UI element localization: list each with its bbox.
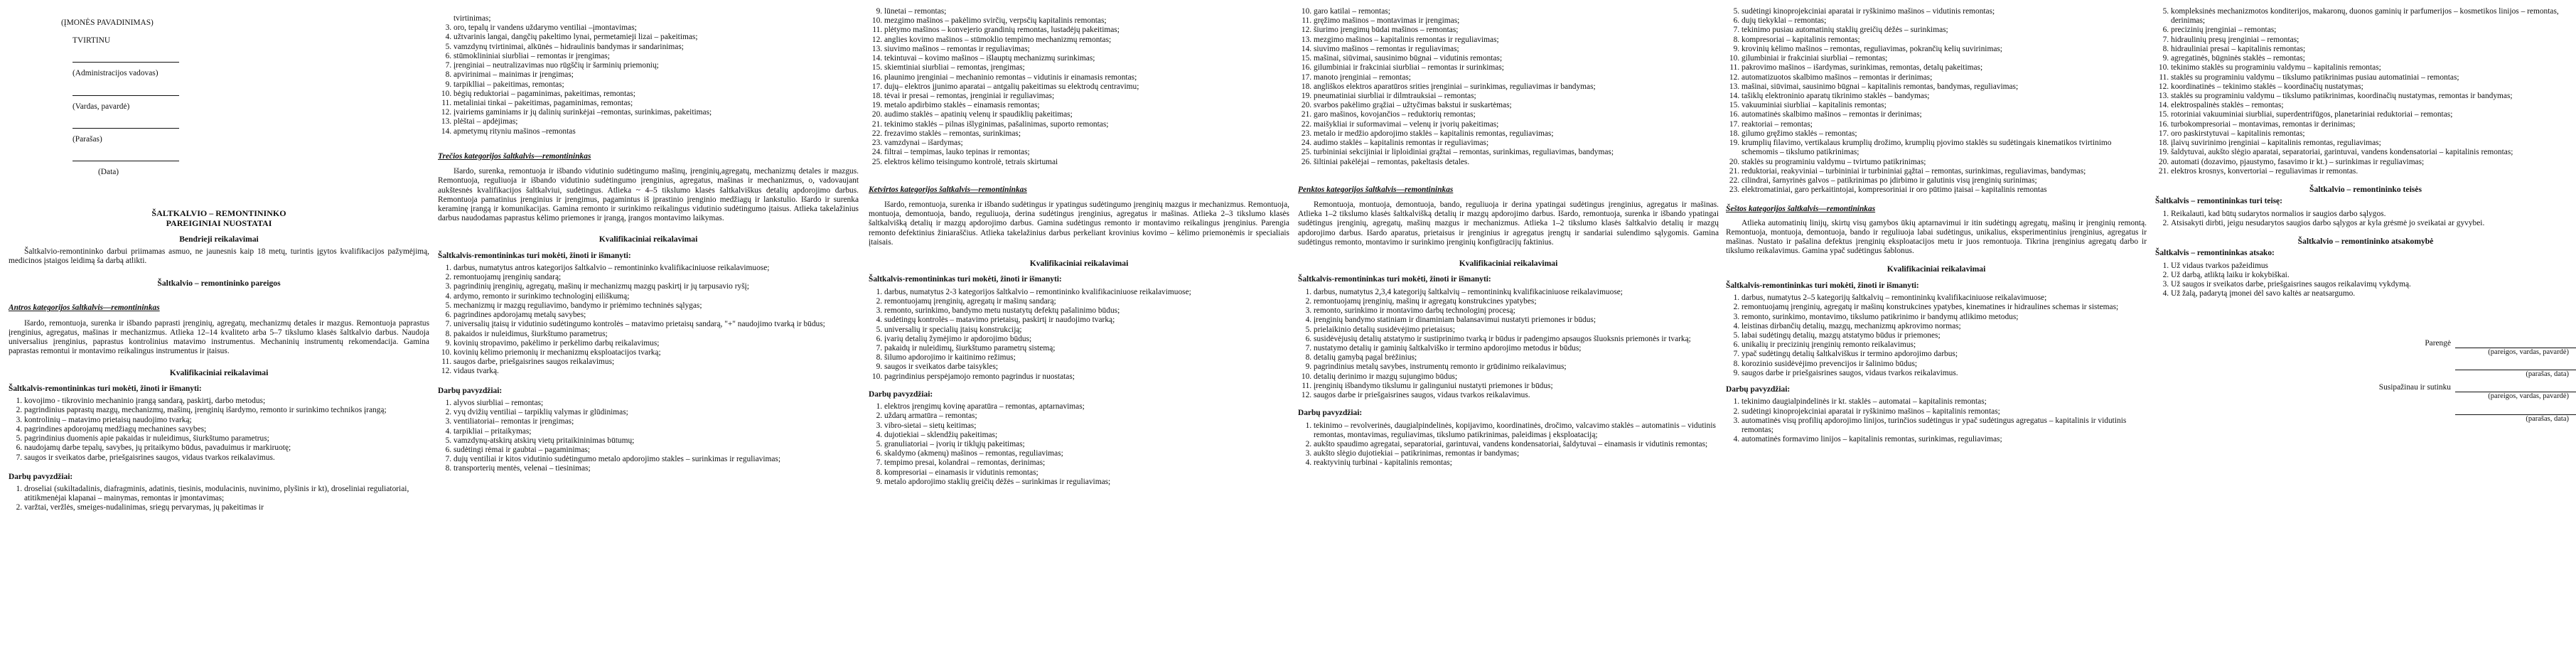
list-item: 15. rotoriniai vakuuminiai siurbliai, superdentrifūgos, planetariniai reduktoriai – remontas; xyxy=(2171,110,2576,119)
list-item: 4. sudėtingų kontrolės – matavimo prietaisų, paskirtį ir naudojimo tvarką; xyxy=(884,316,1289,325)
list-item: 3. vibro-sietai – sietų keitimas; xyxy=(884,421,1289,431)
category-heading: Ketvirtos kategorijos šaltkalvis—remontininkas xyxy=(869,185,1027,194)
category-heading: Trečios kategorijos šaltkalvis—remontininkas xyxy=(438,151,591,161)
list-item: 11. plėtymo mašinos – konvejerio grandinių remontas, lustadėjų pakeitimas; xyxy=(884,26,1289,35)
list-item: 4. reaktyvinių turbinai - kapitalinis remontas; xyxy=(1314,458,1719,468)
prepared-by-label: Parengė xyxy=(2425,338,2451,348)
list-item: 10. detalių derinimo ir mazgų sujungimo būdus; xyxy=(1314,372,1719,382)
signature-row xyxy=(2155,406,2576,415)
page-3 xyxy=(866,0,1292,651)
signature-block xyxy=(2155,339,2576,424)
list-item: 3. Už saugos ir sveikatos darbe, priešgaisrines saugos reikalavimų vykdymą. xyxy=(2171,280,2576,289)
list-item: 4. pagrindines apdorojamų medžiagų mechanines savybes; xyxy=(24,425,429,434)
list-item: 2. varžtai, veržlės, smeiges-nudalinimas, sriegų pervarymas, jų pakeitimas ir xyxy=(24,503,429,512)
signature-line xyxy=(2455,361,2576,370)
list-item: 8. detalių gamybą pagal brėžinius; xyxy=(1314,353,1719,362)
signature-caption: (pareigos, vardas, pavardė) xyxy=(2488,348,2569,356)
list-item: 22. maišykliai ir suformavimai – velenų ir įvorių pakeitimas; xyxy=(1314,120,1719,129)
list-item: 2. uždarų armatūra – remontas; xyxy=(884,411,1289,421)
acknowledged-label: Susipažinau ir sutinku xyxy=(2378,383,2451,392)
section-heading: Kvalifikaciniai reikalavimai xyxy=(1029,259,1129,269)
list-heading: Darbų pavyzdžiai: xyxy=(869,389,933,399)
paragraph: Atlieka automatinių linijų, skirtų visų gamybos ūkių aptarnavimui ir itin sudėtingų agregatų, mašinų ir įrenginių remontą. Remontuoja, montuoja, demontuoja, bando ir reguliuoja labai sudėtingus, unikalius, eksperimentinius įrenginius, agregatus ir mašinas. Nustato ir pašalina defektus įrenginių eksploatacijos metu ir juos remontuoja. Tikrina įrenginius agregatų darbo ir tikslumo reikalavimus. Gamina ypač sudėtingus šablonus. xyxy=(1726,218,2147,256)
page-4 xyxy=(1295,0,1722,651)
list-item: 18. įlaivų suvirinimo įrenginiai – kapitalinis remontas, reguliavimas; xyxy=(2171,139,2576,148)
list-item: 14. elektrospalinės staklės – remontas; xyxy=(2171,101,2576,110)
list-item: 9. krovinių kėlimo mašinos – remontas, reguliavimas, pokrančių kelių suvirinimas; xyxy=(1742,45,2147,54)
list-item: 4. tarpikliai – pritaikymas; xyxy=(454,427,859,436)
approver-position: (Administracijos vadovas) xyxy=(73,69,159,78)
list-item: 1. darbus, numatytus 2,3,4 kategorijų šaltkalvių – remontininkų kvalifikaciniuose reikalavimuose; xyxy=(1314,288,1719,297)
category-heading: Antros kategorijos šaltkalvis—remontininkas xyxy=(9,303,160,313)
list-heading: Darbų pavyzdžiai: xyxy=(1726,385,1791,394)
paragraph: Šaltkalvio-remontininko darbui priimamas asmuo, ne jaunesnis kaip 18 metų, turintis įgytos kvalifikacijos pažymėjimą, medicinos įstaigos leidimą ša darbą atlikti. xyxy=(9,247,429,265)
signature-caption: (parašas, data) xyxy=(2526,370,2569,378)
category-heading: Šeštos kategorijos šaltkalvis—remontininkas xyxy=(1726,205,1876,214)
list-item: 20. audimo staklės – apatinių velenų ir spaudiklių pakeitimas; xyxy=(884,110,1289,119)
list-item: 20. svarbos pakėlimo grąžiai – užtyčimas bakstui ir suskartėmas; xyxy=(1314,101,1719,110)
list-item: 1. elektros įrengimų kovinę aparatūra – remontas, aptarnavimas; xyxy=(884,402,1289,411)
signature-caption: (pareigos, vardas, pavardė) xyxy=(2488,392,2569,401)
list-item: 5. universalių ir specialių įtaisų konstrukciją; xyxy=(884,326,1289,335)
section-heading: Kvalifikaciniai reikalavimai xyxy=(1459,259,1558,269)
list-item: 6. precizinių įrenginiai – remontas; xyxy=(2171,26,2576,35)
list-heading: Šaltkalvis – remontininkas turi teisę: xyxy=(2155,197,2282,206)
list-item: 2. Atsisakyti dirbti, jeigu nesudarytos saugios darbo sąlygos ar kyla grėsmė jo sveikatai ar gyvybei. xyxy=(2171,219,2576,228)
list-item: 7. dujų ventiliai ir kitos vidutinio sudėtingumo metalo apdorojimo stakles – surinkimas ir reguliavimas; xyxy=(454,455,859,464)
approver-name: (Vardas, pavardė) xyxy=(73,102,130,111)
list-item: 8. kompresoriai – kapitalinis remontas; xyxy=(1742,36,2147,45)
approved-label: TVIRTINU xyxy=(73,36,111,45)
list-heading: Šaltkalvis-remontininkas turi mokėti, žinoti ir išmanyti: xyxy=(438,251,631,260)
list-item: 6. stūmoklininiai siurbliai – remontas ir įrengimas; xyxy=(454,52,859,61)
page-2 xyxy=(435,0,862,651)
list-item: 9. saugos ir sveikatos darbe taisykles; xyxy=(884,362,1289,372)
list-item: 5. pagrindinius duomenis apie pakaidas ir nuleidimus, šiurkštumo parametrus; xyxy=(24,434,429,443)
signature-line xyxy=(2455,406,2576,415)
form-line xyxy=(73,85,179,96)
form-line xyxy=(73,52,179,63)
list-item: 8. kompresoriai – einamasis ir vidutinis remontas; xyxy=(884,468,1289,478)
list-item: 11. pakrovimo mašinos – išardymas, surinkimas, remontas, detalų pakeitimas; xyxy=(1742,63,2147,72)
list-item: 1. darbus, numatytus 2-3 kategorijos šaltkalvio – remontininko kvalifikaciniuose reikalavimuose; xyxy=(884,288,1289,297)
list-item: 10. gilumbiniai ir frakciniai siurbliai – remontas; xyxy=(1742,54,2147,63)
list-item: 10. kovinių kėlimo priemonių ir mechanizmų eksploatacijos tvarką; xyxy=(454,348,859,357)
list-item: 5. kompleksinės mechanizmotos konditerijos, makaronų, duonos gaminių ir parfumerijos – kosmetikos linijos – remontas, derinimas; xyxy=(2171,7,2576,26)
list-item: 11. saugos darbe, priešgaisrines saugos reikalavimus; xyxy=(454,357,859,367)
list-item: 11. metaliniai tinkai – pakeitimas, pagaminimas, remontas; xyxy=(454,99,859,108)
doc-title-line-1: ŠALTKALVIO – REMONTININKO xyxy=(151,208,286,219)
section-heading: Kvalifikaciniai reikalavimai xyxy=(169,367,269,377)
list-item: 16. plaunimo įrenginiai – mechaninio remontas – vidutinis ir einamasis remontas; xyxy=(884,73,1289,82)
list-item: 12. vidaus tvarką. xyxy=(454,367,859,376)
acknowledged-row xyxy=(2155,383,2576,392)
list-item: 14. tašiklų elektroninio aparatų tikrinimo staklės – bandymas; xyxy=(1742,92,2147,101)
list-item: 14. tekintuvai – kovimo mašinos – išlauptų mechanizmų surinkimas; xyxy=(884,54,1289,63)
list-item: 2. remontuojamų įrenginių, agregatų ir mašinų sandarą; xyxy=(884,297,1289,306)
list-item: 6. įvarių detalių žymėjimo ir apdorojimo būdus; xyxy=(884,335,1289,344)
list-item: 15. mašinai, siūvimai, sausinimo būgnai – vidutinis remontas; xyxy=(1314,54,1719,63)
work-examples-list xyxy=(869,402,1289,487)
list-item: 25. turbininiai sekcijiniai ir liploidiniai grąžtai – remontas, surinkimas, reguliavimas, bandymas; xyxy=(1314,148,1719,157)
work-examples-list xyxy=(438,23,859,136)
list-item: 2. remontuojamų įrenginių, agregatų ir mašinų konstrukcines ypatybes, kinematines ir hidraulines schemas ir sistemas; xyxy=(1742,303,2147,312)
list-item: 8. transporterių mentės, velenai – tiesinimas; xyxy=(454,464,859,473)
list-item: 5. prielaikinio detalių susidėvėjimo prietaisus; xyxy=(1314,326,1719,335)
list-item: 12. įvairiems gaminiams ir jų dalinių surinkėjai –remontas, surinkimas, pakeitimas; xyxy=(454,108,859,117)
list-item: 7. įrenginiai – neutralizavimas nuo rūgščių ir šarminių priemonių; xyxy=(454,61,859,70)
prepared-by-row xyxy=(2155,339,2576,348)
list-item: 19. metalo apdirbimo staklės – einamasis remontas; xyxy=(884,101,1289,110)
list-item: 5. vamzdynų-atskirų atskirų vietų pritaikininimas būtumų; xyxy=(454,436,859,446)
list-item: 1. droseliai (sukiltadalinis, diafragminis, adatinis, tiesinis, modulacinis, nuvinimo, plyšinis ir kt), droseliniai reguliatoriai, atitikmenėjai klapanai – mainymas, remontas ir įmontavimas; xyxy=(24,485,429,503)
company-name: (ĮMONĖS PAVADINIMAS) xyxy=(61,18,154,27)
section-heading: Kvalifikaciniai reikalavimai xyxy=(1887,264,1986,274)
list-item: 9. kovinių stropavimo, pakėlimo ir perkėlimo darbų reikalavimus; xyxy=(454,339,859,348)
list-item: 3. remonto, surinkimo, montavimo, tikslumo patikrinimo ir bandymų atlikimo metodus; xyxy=(1742,313,2147,322)
work-examples-list xyxy=(2155,7,2576,176)
list-item: 7. nustatymo detalių ir gaminių šaltkalviško ir termino apdorojimo metodus ir būdus; xyxy=(1314,344,1719,353)
list-item: 12. automatizuotos skalbimo mašinos – remontas ir derinimas; xyxy=(1742,73,2147,82)
list-item: 1. darbus, numatytus antros kategorijos šaltkalvio – remontininko kvalifikaciniuose reikalavimuose; xyxy=(454,264,859,273)
list-item: 4. dujotiekiai – sklendžių pakeitimas; xyxy=(884,431,1289,440)
list-item: 18. gilumo gręžimo staklės – remontas; xyxy=(1742,129,2147,139)
list-item: 3. aukšto slėgio dujotiekiai – patikrinimas, remontas ir bandymas; xyxy=(1314,449,1719,458)
list-item: 11. gręžimo mašinos – montavimas ir įrengimas; xyxy=(1314,16,1719,26)
list-item: 12. saugos darbe ir priešgaisrines saugos, vidaus tvarkos reikalavimus. xyxy=(1314,391,1719,400)
work-examples-list xyxy=(1726,7,2147,195)
list-item: 17. manoto įrenginiai – remontas; xyxy=(1314,73,1719,82)
list-item: 24. audimo staklės – kapitalinis remontas ir reguliavimas; xyxy=(1314,139,1719,148)
category-heading: Penktos kategorijos šaltkalvis—remontininkas xyxy=(1298,185,1454,194)
list-item: 21. garo mašinos, kovojančios – reduktorių remontas; xyxy=(1314,110,1719,119)
paragraph: Remontuoja, montuoja, demontuoja, bando, reguliuoja ir derina ypatingai sudėtingus įrenginius, agregatus ir mašinas. Atlieka 1–2 tikslumo klasės šaltkalvišką detalių ir mazgų apdorojimo darbus. Išardo, remontuoja, surenka ir išbando ypatingai sudėtingus įrenginių, agregatų, mašinų mazgus ir mechanizmus. Atlieka 1–2 tikslumo klasės šaltkalvio detalių ir mazgų apdorojimo darbus. Išardo aparatus, prietaisus ir įrenginius ir agregatus įrengtų ir sandariai sulendimo sąlygomis. Gamina sudėtingus remonto, montavimo ir surinkimo įrenginių konfigūracijų faktinius. xyxy=(1298,200,1719,247)
work-examples-list xyxy=(9,485,429,513)
list-item: 17. reaktoriai – remontas; xyxy=(1742,120,2147,129)
list-item: 17. oro paskirstytuvai – kapitalinis remontas; xyxy=(2171,129,2576,139)
section-heading: Bendrieji reikalavimai xyxy=(179,235,259,244)
list-item: 8. apvirinimai – mainimas ir įrengimas; xyxy=(454,70,859,80)
list-heading: Darbų pavyzdžiai: xyxy=(9,472,73,481)
list-item: 10. garo katilai – remontas; xyxy=(1314,7,1719,16)
list-item: 9. agregatinės, būgninės staklės – remontas; xyxy=(2171,54,2576,63)
list-item: 19. šaldytuvai, aukšto slėgio aparatai, separatoriai, garintuvai, vandens kondensatoriai – kapitalinis remontas; xyxy=(2171,148,2576,157)
list-item: 23. vamzdynai – išardymas; xyxy=(884,139,1289,148)
list-item: 1. tekinimo daugialpindelinės ir kt. staklės – automatai – kapitalinis remontas; xyxy=(1742,397,2147,407)
rights-list xyxy=(2155,210,2576,228)
page-1 xyxy=(6,0,432,651)
list-item: 20. automati (dozavimo, pjaustymo, fasavimo ir kt.) – surinkimas ir reguliavimas; xyxy=(2171,158,2576,167)
list-item: 9. metalo apdorojimo staklių greičių dėžės – surinkimas ir reguliavimas; xyxy=(884,478,1289,487)
list-item: 7. ypač sudėtingų detalių šaltkalviškus ir termino apdorojimo darbus; xyxy=(1742,350,2147,359)
signature-caption: (parašas, data) xyxy=(2526,414,2569,423)
list-item: 1. alyvos siurbliai – remontas; xyxy=(454,399,859,408)
responsibility-list xyxy=(2155,262,2576,299)
list-item: 5. mechanizmų ir mazgų reguliavimo, bandymo ir priėmimo techninės sąlygas; xyxy=(454,301,859,311)
list-item: 14. siuvimo mašinos – remontas ir reguliavimas; xyxy=(1314,45,1719,54)
approval-date: (Data) xyxy=(98,168,119,177)
list-item: 3. remonto, surinkimo ir montavimo darbų technologinį procesą; xyxy=(1314,306,1719,316)
list-heading: Šaltkalvis – remontininkas atsako: xyxy=(2155,249,2275,258)
list-item: 25. elektros kėlimo teisingumo kontrolė, tetrais skirtumai xyxy=(884,158,1289,167)
list-item: 22. frezavimo staklės – remontas, surinkimas; xyxy=(884,129,1289,139)
list-item: 13. staklės su programiniu valdymu – tikslumo patikrinimas, koordinačių nustatymas, remontas ir bandymas; xyxy=(2171,92,2576,101)
knowledge-list xyxy=(438,264,859,377)
list-item: 2. aukšto spaudimo agregatai, separatoriai, garintuvai, vandens kondensatoriai, šaldytuvai – einamasis ir vidutinis remontas; xyxy=(1314,440,1719,449)
list-item: 4. įrenginių bandymo statiniam ir dinaminiam balansavimui nustatyti priemones ir būdus; xyxy=(1314,316,1719,325)
list-item: 23. elektromatiniai, garo perkaitintojai, kompresoriniai ir oro pūtimo įtaisai – kapitalinis remontas xyxy=(1742,185,2147,195)
list-item: 16. automatinės skalbimo mašinos – remontas ir derinimas; xyxy=(1742,110,2147,119)
work-examples-list xyxy=(1298,421,1719,468)
list-item: 13. mašinai, siūvimai, sausinimo būgnai – kapitalinis remontas, bandymas, reguliavimas; xyxy=(1742,82,2147,92)
list-item: 6. skaldymo (akmenų) mašinos – remontas, reguliavimas; xyxy=(884,449,1289,458)
list-item: 6. sudėtingi rėmai ir gaubtai – pagaminimas; xyxy=(454,446,859,455)
list-item: 6. susidėvėjusių detalių atstatymo ir sustiprinimo tvarką ir būdus ir padengimo apsaugos šluoksnis priemonės ir tvarką; xyxy=(1314,335,1719,344)
list-heading: Šaltkalvis-remontininkas turi mokėti, žinoti ir išmanyti: xyxy=(1726,281,1919,290)
list-item: 12. anglies kovimo mašinos – stūmoklio tempimo mechanizmų remontas; xyxy=(884,36,1289,45)
list-item: 4. Už žalą, padarytą įmonei dėl savo kaltės ar neatsargumo. xyxy=(2171,289,2576,298)
list-item: 8. korozinio susidėvėjimo prevencijos ir šalinimo būdus; xyxy=(1742,360,2147,369)
list-item: 9. tarpiklliai – pakeitimas, remontas; xyxy=(454,80,859,90)
list-item: 19. pneumatiniai siurbliai ir dilmtrauksiai – remontas; xyxy=(1314,92,1719,101)
approver-signature: (Parašas) xyxy=(73,134,102,144)
list-item: 10. mezgimo mašinos – pakėlimo svirčių, verpsčių kapitalinis remontas; xyxy=(884,16,1289,26)
list-item: 6. dujų tiekyklai – remontas; xyxy=(1742,16,2147,26)
work-examples-list xyxy=(438,399,859,474)
work-examples-list xyxy=(1726,397,2147,444)
knowledge-list xyxy=(869,288,1289,382)
work-examples-list xyxy=(438,14,859,23)
list-item: 3. kontrolinių – matavimo prietaisų naudojimo tvarką; xyxy=(24,416,429,425)
signature-row xyxy=(2155,361,2576,370)
list-item: 3. oro, tepalų ir vandens uždarymo ventiliai –įmontavimas; xyxy=(454,23,859,33)
list-item: 5. vamzdynų tvirtinimai, alkūnės – hidraulinis bandymas ir sandarinimas; xyxy=(454,43,859,52)
list-item: 5. labai sudėtingų detalių, mazgų atstatymo būdus ir priemones; xyxy=(1742,331,2147,340)
list-item: 1. darbus, numatytus 2–5 kategorijų šaltkalvių – remontininkų kvalifikaciniuose reikalavimuose; xyxy=(1742,294,2147,303)
list-item: 3. ventiliatoriai– remontas ir įrengimas; xyxy=(454,417,859,426)
list-item: 7. tempimo presai, kolandrai – remontas, derinimas; xyxy=(884,458,1289,468)
list-item: 3. pagrindinių įrenginių, agregatų, mašinų ir mechanizmų mazgų paskirtį ir jų tarpusavio ryšį; xyxy=(454,282,859,291)
section-heading: Šaltkalvio – remontininko pareigos xyxy=(157,279,281,288)
section-heading: Kvalifikaciniai reikalavimai xyxy=(599,235,698,244)
list-item: 6. pagrindines apdorojamų metalų savybes; xyxy=(454,311,859,320)
list-item: 10. pagrindinius perspėjamojo remonto pagrindus ir nuostatas; xyxy=(884,372,1289,382)
list-item: 4. leistinas dirbančių detalių, mazgų, mechanizmų apkrovimo normas; xyxy=(1742,322,2147,331)
list-item: 21. reduktoriai, reakyviniai – turbininiai ir turbininiai gąžtai – remontas, surinkimas, reguliavimas, bandymas; xyxy=(1742,167,2147,176)
signature-line xyxy=(2455,339,2576,348)
list-item: 4. užtvarinis langai, dangčių pakeltimo lynai, permetamieji lizai – pakeitimas; xyxy=(454,33,859,42)
list-item: 2. Už darbą, atliktą laiku ir kokybiškai. xyxy=(2171,271,2576,280)
list-item: 3. remonto, surinkimo, bandymo metu nustatytų defektų pašalinimo būdus; xyxy=(884,306,1289,316)
list-item: 17. dujų– elektros įjunimo aparatai – antgalių pakeitimas su elektrodų centravimu; xyxy=(884,82,1289,92)
list-item: 21. tekinimo staklės – pilnas išlyginimas, pašalinimas, suporto remontas; xyxy=(884,120,1289,129)
list-item: 1. Reikalauti, kad būtų sudarytos normalios ir saugios darbo sąlygos. xyxy=(2171,210,2576,219)
list-item: 1. kovojimo - tikrovinio mechaninio įrangą sandarą, paskirtį, darbo metodus; xyxy=(24,397,429,406)
form-line xyxy=(73,151,179,161)
list-item: 24. filtrai – tempimas, lauko tepinas ir remontas; xyxy=(884,148,1289,157)
list-item: 22. cilindrai, šarnyrinės galvos – patikrinimas po įdirbimo ir galutinis visų įrenginių surinimas; xyxy=(1742,176,2147,185)
list-item: 8. pakaidos ir nuleidimus, šiurkštumo parametrus; xyxy=(454,330,859,339)
paragraph: Išardo, surenka, remontuoja ir išbando vidutinio sudėtingumo mašinų, įrenginių,agregatų, mechanizmų detales ir mazgus. Remontuoja, reguliuoja ir išbando vidutinio sudėtingumo įrenginius, agregatus, mašinas ir mechanizmus, o, vadovaujant aukštesnės kvalifikacijos šaltkalviui, sudėtingus. Atlieka ~ 4–5 tikslumo klasės šaltkalviškus detalių apdorojimo darbus. Remontuoja pamatinius įrenginius ir įrengimus, pagamintus iš įprastinio įrenginio medžiagų ir lankstulio. Išardo ir surenka keraminę įrangą ir komunikacijas. Gamina remonto ir surinkimo reikalingus vidutinio sudėtingumo įtaisus. Atlieka takelažinius darbus naudodamas paprastus kėlimo priemones ir įrangą, įrangos montavimo laikymas. xyxy=(438,167,859,223)
list-item: 16. gilumbiniai ir frakciniai siurbliai – remontas ir surinkimas; xyxy=(1314,63,1719,72)
list-heading: Šaltkalvis-remontininkas turi mokėti, žinoti ir išmanyti: xyxy=(1298,275,1491,284)
list-item: 13. plėštai – apdėjimas; xyxy=(454,117,859,127)
list-heading: Šaltkalvis-remontininkas turi mokėti, žinoti ir išmanyti: xyxy=(869,275,1062,284)
signature-line xyxy=(2455,383,2576,392)
list-item: 13. siuvimo mašinos – remontas ir reguliavimas; xyxy=(884,45,1289,54)
list-item: 15. skiemtiniai siurbliai – remontas, įrengimas; xyxy=(884,63,1289,72)
list-item: tvirtinimas; xyxy=(454,14,491,23)
list-item: 5. sudėtingi kinoprojekciniai aparatai ir ryškinimo mašinos – vidutinis remontas; xyxy=(1742,7,2147,16)
knowledge-list xyxy=(1298,288,1719,401)
list-item: 16. turbokompresoriai – montavimas, remontas ir derinimas; xyxy=(2171,120,2576,129)
list-item: 6. naudojamų darbe tepalų, savybes, jų pritaikymo būdus, pavaduimus ir markiruotę; xyxy=(24,443,429,453)
list-item: 12. šiurimo įrengimų būdai mašinos – remontas; xyxy=(1314,26,1719,35)
list-heading: Šaltkalvis-remontininkas turi mokėti, žinoti ir išmanyti: xyxy=(9,384,202,393)
list-item: 11. įrenginių išbandymo tikslumu ir galinguniui nustatyti priemones ir būdus; xyxy=(1314,382,1719,391)
list-item: 14. apmetymų rityniu mašinos –remontas xyxy=(454,127,859,136)
paragraph: Išardo, remontuoja, surenka ir išbando sudėtingus ir ypatingus sudėtingumo įrenginių mazgus ir mechanizmus. Remontuoja, montuoja, demontuoja, bando, reguliuoja, derina sudėtingus įrenginius, agregatus ir mašinas. Atlieka 2–3 tikslumo klasės šaltkalvišką detalių ir mazgų apdorojimo darbus. Gamina sudėtingus remonto ir montavimo reikalingus įrenginius. Parengia remonto defektinius žiniaraščius. Atlieka takelažinius darbus perkeliant krovinius kovimo – kėlimo priemonėmis ir specialiais įtaisais. xyxy=(869,200,1289,247)
form-line xyxy=(73,118,179,129)
list-item: 9. saugos darbe ir priešgaisrines saugos, vidaus tvarkos reikalavimus. xyxy=(1742,369,2147,378)
list-item: 2. remontuojamų įrenginių, mašinų ir agregatų konstrukcines ypatybes; xyxy=(1314,297,1719,306)
list-heading: Darbų pavyzdžiai: xyxy=(1298,409,1363,418)
list-item: 18. angliškos elektros aparatūros srities įrenginiai – surinkimas, reguliavimas ir bandymas; xyxy=(1314,82,1719,92)
list-item: 21. elektros krosnys, konvertoriai – reguliavimas ir remontas. xyxy=(2171,167,2576,176)
list-item: 9. pagrindinius metalų savybes, instrumentų remonto ir grūdinimo reikalavimus; xyxy=(1314,362,1719,372)
list-item: 26. šiltiniai pakėlėjai – remontas, pakeltasis detales. xyxy=(1314,158,1719,167)
list-item: 10. bėgių reduktoriai – pagaminimas, pakeitimas, remontas; xyxy=(454,90,859,99)
doc-title-line-2: PAREIGINIAI NUOSTATAI xyxy=(166,218,272,229)
list-item: 7. saugos ir sveikatos darbe, priešgaisrines saugos, vidaus tvarkos reikalavimus. xyxy=(24,453,429,463)
list-item: 15. vakuuminiai siurbliai – kapitalinis remontas; xyxy=(1742,101,2147,110)
list-item: 8. hidrauliniai presai – kapitalinis remontas; xyxy=(2171,45,2576,54)
approval-block xyxy=(61,18,429,177)
list-item: 18. tėvai ir presai – remontas, įrenginiai ir reguliavimas; xyxy=(884,92,1289,101)
work-examples-list xyxy=(869,7,1289,167)
list-item: 10. tekinimo staklės su programiniu valdymu – kapitalinis remontas; xyxy=(2171,63,2576,72)
page-6 xyxy=(2152,0,2576,651)
page-5 xyxy=(1723,0,2150,651)
work-examples-list xyxy=(1298,7,1719,167)
section-heading: Šaltkalvio – remontininko atsakomybė xyxy=(2297,237,2434,247)
list-item: 1. tekinimo – revolverinės, daugialpindelinės, kopijavimo, koordinatinės, dročimo, valcavimo staklės – automatinis – vidutinis remontas, montavimas, reguliavimas, tikslumo patikrinimas, paleidimas į eksploataciją; xyxy=(1314,421,1719,440)
list-item: 4. ardymo, remonto ir surinkimo technologinį eiliškumą; xyxy=(454,292,859,301)
list-item: 12. koordinatinės – tekinimo staklės – koordinačių nustatymas; xyxy=(2171,82,2576,92)
list-item: 8. šilumo apdorojimo ir kaitinimo režimus; xyxy=(884,353,1289,362)
list-item: 3. automatinės visų profilių apdorojimo linijos, turinčios sudėtingus ir ypač sudėtingus agregatus – kapitalinis ir vidutinis remontas; xyxy=(1742,416,2147,435)
list-item: 4. automatinės formavimo linijos – kapitalinis remontas, surinkimas, reguliavimas; xyxy=(1742,435,2147,444)
knowledge-list xyxy=(9,397,429,463)
paragraph: Išardo, remontuoja, surenka ir išbando paprasti įrenginių, agregatų, mechanizmų detales ir mazgus. Remontuoja paprastus įrenginius, agregatus, mašinas ir mechanizmus. Atlieka 12–14 kvaliteto arba 5–7 tikslumo klasės šaltkalvio darbus. Naudoja universalius įrenginius, paprastus kontrolinius matavimo instrumentus. Mechaninių instrumentų rekomendacija. Gamina paprastas remontui ir montavimo reikalingus instrumentus ir įtaisus. xyxy=(9,318,429,356)
list-item: 2. sudėtingi kinoprojekciniai aparatai ir ryškinimo mašinos – kapitalinis remontas; xyxy=(1742,407,2147,416)
list-item: 7. hidraulinių presų įrenginiai – remontas; xyxy=(2171,36,2576,45)
section-heading: Šaltkalvio – remontininko teisės xyxy=(2309,184,2422,194)
list-item: 5. granuliatoriai – įvorių ir tiklųjų pakeitimas; xyxy=(884,440,1289,449)
list-item: 2. pagrindinius paprastų mazgų, mechanizmų, mašinų, įrenginių išardymo, remonto ir surinkimo technikos įrangą; xyxy=(24,406,429,415)
knowledge-list xyxy=(1726,294,2147,378)
list-item: 23. metalo ir medžio apdorojimo staklės – kapitalinis remontas, reguliavimas; xyxy=(1314,129,1719,139)
list-item: 6. unikalių ir precizinių įrenginių remonto reikalavimus; xyxy=(1742,340,2147,350)
list-item: 11. staklės su programiniu valdymu – tikslumo patikrinimas pusiau automatiniai – remontas; xyxy=(2171,73,2576,82)
list-item: 9. lūnetai – remontas; xyxy=(884,7,1289,16)
list-item: 2. remontuojamų įrenginių sandarą; xyxy=(454,273,859,282)
list-item: 7. universalių įtaisų ir vidutinio sudėtingumo kontrolės – matavimo prietaisų sandarą, "+" naudojimo tvarką ir būdus; xyxy=(454,320,859,329)
list-item: 13. mezgimo mašinos – kapitalinis remontas ir reguliavimas; xyxy=(1314,36,1719,45)
list-item: 19. krumplių filavimo, vertikalaus krumplių drožimo, krumplių pjovimo staklės su sudėtingais kinematikos tvirtinimo schemomis – tikslumo patikrinimas; xyxy=(1742,139,2147,157)
list-item: 7. pakaidų ir nuleidimų, šiurkštumo parametrų sistemą; xyxy=(884,344,1289,353)
list-item: 1. Už vidaus tvarkos pažeidimus xyxy=(2171,262,2576,271)
list-item: 7. tekinimo pusiau automatinių staklių greičių dėžės – surinkimas; xyxy=(1742,26,2147,35)
list-item: 20. staklės su programiniu valdymu – tvirtumo patikrinimas; xyxy=(1742,158,2147,167)
list-item: 2. vyų dvižių ventiliai – tarpiklių valymas ir glūdinimas; xyxy=(454,408,859,417)
list-heading: Darbų pavyzdžiai: xyxy=(438,386,503,395)
